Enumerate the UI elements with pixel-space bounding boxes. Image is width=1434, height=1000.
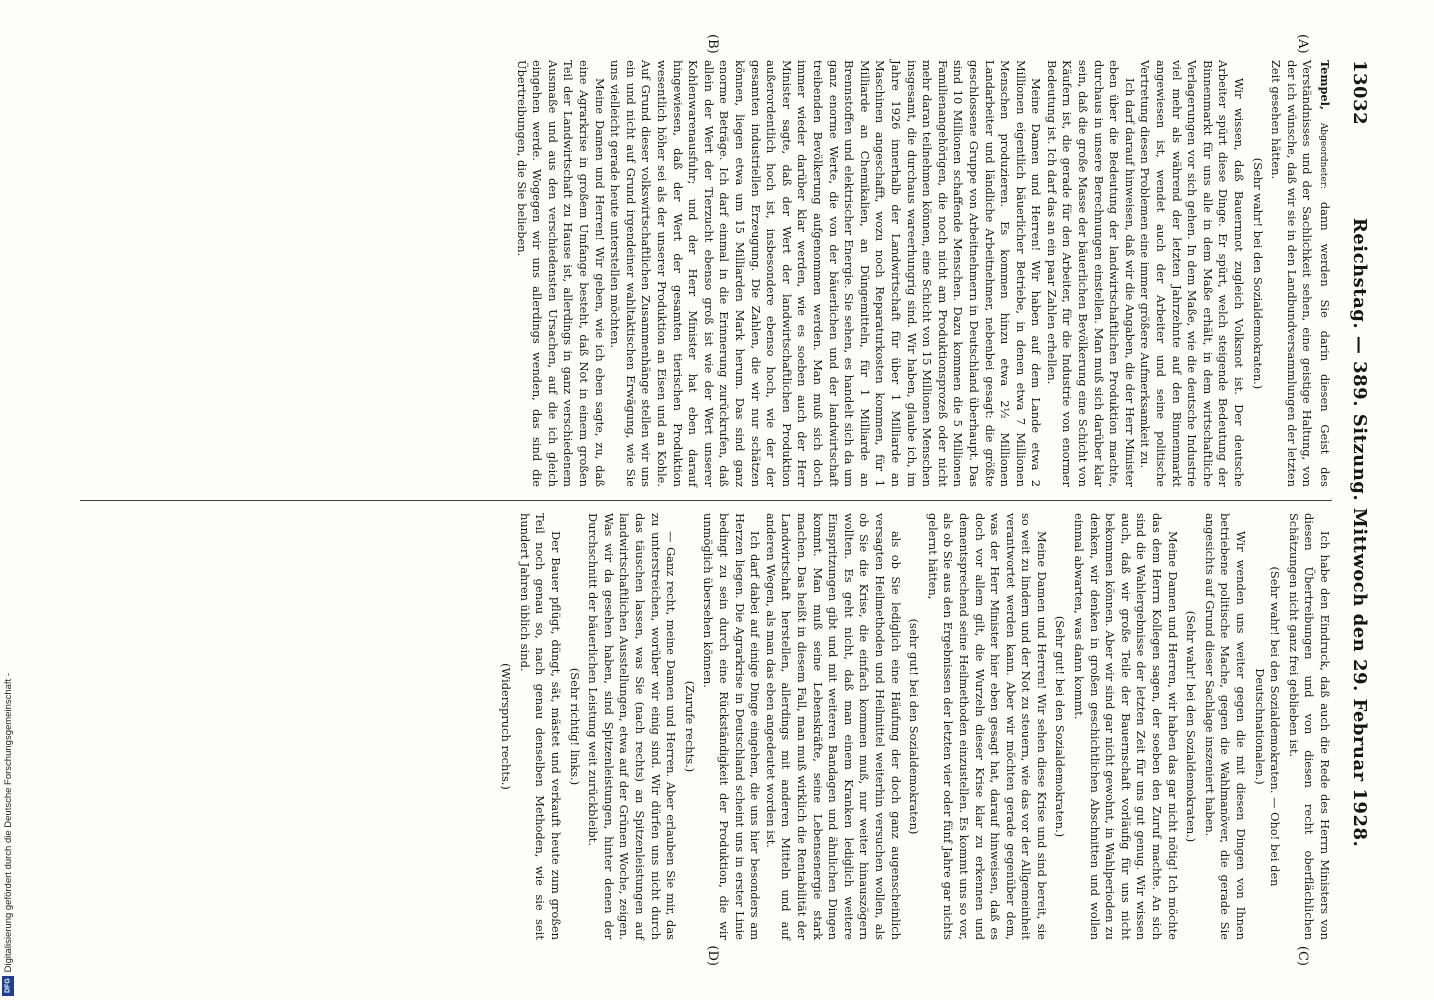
paragraph: Ich darf darauf hinweisen, daß wir die Angaben, die der Herr Minister eben über die Bedeutung der landwirtschaftlichen Produktion machte, durchaus in unsere Berechnungen einstellen. Man muß sich darüber klar sein, daß die große Masse der bäuerlichen Bevölkerung eine Schicht von Käufern ist, die gerade für den Arbeiter, für die Industrie von enormer Bedeutung ist. Ich darf das an ein paar Zahlen erhellen. [1044, 60, 1137, 487]
left-column [80, 60, 1332, 487]
right-column [80, 513, 1332, 940]
interjection: (Sehr wahr! bei den Sozialdemokraten.) [1184, 610, 1199, 843]
dfg-logo-icon: DFG [2, 976, 14, 996]
paragraph: Wir wissen, daß Bauernnot zugleich Volksnot ist. Der deutsche Arbeiter spürt diese Dinge. Er spürt, welch steigende Bedeutung der Binnenmarkt für uns alle in dem Maße erhält, in dem wirtschaftliche Verlagerungen vor sich gehen. In dem Maße, wie die deutsche Industrie viel mehr als während der letzten Jahrzehnte auf den Binnenmarkt angewiesen ist, wendet auch der Arbeiter und seine politische Vertretung diesen Problemen eine immer größere Aufmerksamkeit zu. [1138, 60, 1247, 487]
speaker-name: Tempel, [1318, 60, 1332, 110]
paragraph: Der Bauer pflügt, düngt, sät, mästet und verkauft heute zum großen Teil noch genau so, nach genau denselben Methoden, wie sie seit hundert Jahren üblich sind. [517, 513, 564, 940]
interjection: (Sehr wahr! bei den Sozialdemokraten.) [1250, 157, 1265, 390]
paragraph: — Ganz recht, meine Damen und Herren. Aber erlauben Sie mir, das zu unterstreichen, worüber wir einig sind. Wir dürfen uns nicht durch das täuschen lassen, was Sie (nach rechts) an Spitzenleistungen auf landwirtschaftlichen Ausstellungen, etwa auf der Grünen Woche, zeigen. Was wir da gesehen haben, sind Spitzenleistungen, hinter denen der Durchschnitt der bäuerlichen Leistung weit zurückbleibt. [586, 513, 679, 940]
interjection: (Sehr wahr! bei den Sozialdemokraten. — Oho! bei den Deutschnationalen.) [1252, 566, 1283, 887]
margin-marker-d: (D) [705, 945, 720, 966]
paragraph: Meine Damen und Herren! Wir geben, wie ich eben sagte, zu, daß eine Agrarkrise in großem Umfange besteht, daß Not in einem großen Teil der Landwirtschaft zu Hause ist, allerdings in ganz verschiedenem Ausmaße und aus den verschiedensten Ursachen, auf die ich gleich eingehen werde. Wogegen wir uns allerdings wenden, das sind die Übertreibungen, die Sie belieben. [514, 60, 607, 487]
margin-marker-a: (A) [1295, 34, 1310, 54]
page-header [1340, 60, 1380, 940]
interjection: (Sehr richtig! links.) [567, 667, 582, 786]
page-number: 13032 [1349, 60, 1371, 126]
paragraph-text: dann werden Sie darin diesen Geist des Verständnisses und der Sachlichkeit sehen, eine geistige Haltung, von der ich wünsche, daß wir sie in den Landbundversammlungen der letzten Zeit gesehen hätten. [1269, 60, 1332, 487]
paragraph: Wir wenden uns weiter gegen die mit diesen Dingen von Ihnen betriebene politische Mache, gegen die Wahlmanöver, die gerade Sie angesichts auf Grund dieser Sachlage inszeniert haben. [1202, 513, 1249, 940]
printed-sheet [80, 34, 1380, 966]
interjection: (Widerspruch rechts.) [499, 663, 514, 790]
paragraph: Meine Damen und Herren! Wir sehen diese Krise und sind bereit, sie so weit zu lindern und der Not zu steuern, wie das vor der Allgemeinheit verantwortet werden kann. Aber wir möchten gerade gegenüber dem, was der Herr Minister hier eben gesagt hat, darauf hinweisen, daß es doch vor allem gilt, die Wurzeln dieser Krise klar zu erkennen und dementsprechend seine Heilmethoden einzustellen. Es kommt uns so vor, als ob Sie aus den Ergebnissen der letzten vier oder fünf Jahre gar nichts gelernt hätten, [925, 513, 1049, 940]
margin-marker-c: (C) [1295, 945, 1310, 966]
paragraph: Ich darf dabei auf einige Dinge eingehen, die uns hier besonders am Herzen liegen. Die Agrarkrise in Deutschland scheint uns in erster Linie bedingt zu sein durch eine Rückständigkeit der Produktion, die wir unmöglich übersehen können. [701, 513, 763, 940]
interjection: (sehr gut! bei den Sozialdemokraten) [907, 618, 922, 835]
speaker-paragraph [1268, 60, 1332, 487]
speaker-note: Abgeordneter: [1318, 122, 1328, 190]
text-columns [80, 60, 1332, 940]
paragraph: Ich habe den Eindruck, daß auch die Rede des Herrn Ministers von diesen Übertreibungen und von diesen recht oberflächlichen Schätzungen nicht ganz frei geblieben ist. [1286, 513, 1332, 940]
watermark-text: Digitalisierung gefördert durch die Deutsche Forschungsgemeinschaft - [2, 672, 14, 972]
paragraph: Meine Damen und Herren! Wir haben auf dem Lande etwa 2 Millionen eigentlich bäuerlicher Betriebe, in denen etwa 7 Millionen Menschen produzieren. Es kommen hinzu etwa 2½ Millionen Landarbeiter und ländliche Arbeitnehmer, nebenbei gesagt: die größte geschlossene Gruppe von Arbeitnehmern in Deutschland überhaupt. Das sind 10 Millionen schaffende Menschen. Dazu kommen die 5 Millionen Familienangehörigen, die noch nicht am Produktionsprozeß oder nicht mehr daran teilnehmen können, eine Schicht von 15 Millionen Menschen insgesamt, die durchaus wareerhungrig sind. Wir haben, glaube ich, im Jahre 1926 innerhalb der Landwirtschaft für über 1 Milliarde an Maschinen angeschafft, wozu noch Reparaturkosten kommen, für 1 Milliarde an Chemikalien, an Düngemitteln, für 1 Milliarde an Brennstoffen und elektrischer Energie. Sie sehen, es handelt sich da um ganz enorme Werte, die von der bäuerlichen und der landwirtschaft treibenden Bevölkerung aufgenommen werden. Man muß sich doch immer wieder darüber klar werden, wie es soeben auch der Herr Minister sagte, daß der Wert der landwirtschaftlichen Produktion außerordentlich hoch ist, insbesondere ebenso hoch, wie der der gesamten industriellen Erzeugung. Die Zahlen, die wir nur schätzen können, liegen etwa um 15 Milliarden Mark herum. Das sind ganz enorme Beträge. Ich darf einmal in die Erinnerung zurückrufen, daß allein der Wert der Tierzucht ebenso groß ist wie der Wert unserer Kohlenwarenausfuhr; und der Herr Minister hat eben darauf hingewiesen, daß der Wert der gesamten tierischen Produktion wesentlich höher sei als der unserer Produktion an Eisen und an Kohle. Auf Grund dieser volkswirtschaftlichen Zusammenhänge stellen wir uns ein und nicht auf Grund irgendeiner wahltaktischen Erwägung, wie Sie uns vielleicht gerade heute unterstellen möchten. [608, 60, 1044, 487]
margin-marker-b: (B) [705, 34, 720, 54]
interjection: (Zurufe rechts.) [682, 680, 697, 773]
paragraph: als ob Sie lediglich eine Häufung der doch ganz augenscheinlich versagten Heilmethoden und Heilmittel weiterhin versuchen wollen, als ob Sie die Krise, die einfach kommen muß, nur weiter hinauszögern wollten. Es geht nicht, daß man einem Kranken lediglich weitere Einspritzungen gibt und mit weiteren Bandagen und ähnlichen Dingen kommt. Man muß seine Lebenskräfte, seine Lebensenergie stark machen. Das heißt in diesem Fall, man muß wirklich die Rentabilität der Landwirtschaft herstellen, allerdings mit anderen Mitteln und auf anderen Wegen, als man das eben angedeutet worden ist. [763, 513, 903, 940]
page-title: Reichstag. — 389. Sitzung. Mittwoch den 29. Februar 1928. [1349, 217, 1371, 848]
paragraph: Meine Damen und Herren, wir haben das gar nicht nötig! Ich möchte das dem Herrn Kollegen sagen, der soeben den Zuruf machte. An sich sind die Wahlergebnisse der letzten Zeit für uns gut genug. Wir wissen auch, daß wir große Teile der Bauernschaft vorläufig für uns nicht bekommen können. Aber wir sind gar nicht gewohnt, in Wahlperioden zu denken, wir denken in großen geschichtlichen Abschnitten und wollen einmal abwarten, was dann kommt. [1072, 513, 1180, 940]
digitization-watermark [0, 6, 16, 996]
interjection: (Sehr gut! bei den Sozialdemokraten.) [1053, 615, 1068, 838]
